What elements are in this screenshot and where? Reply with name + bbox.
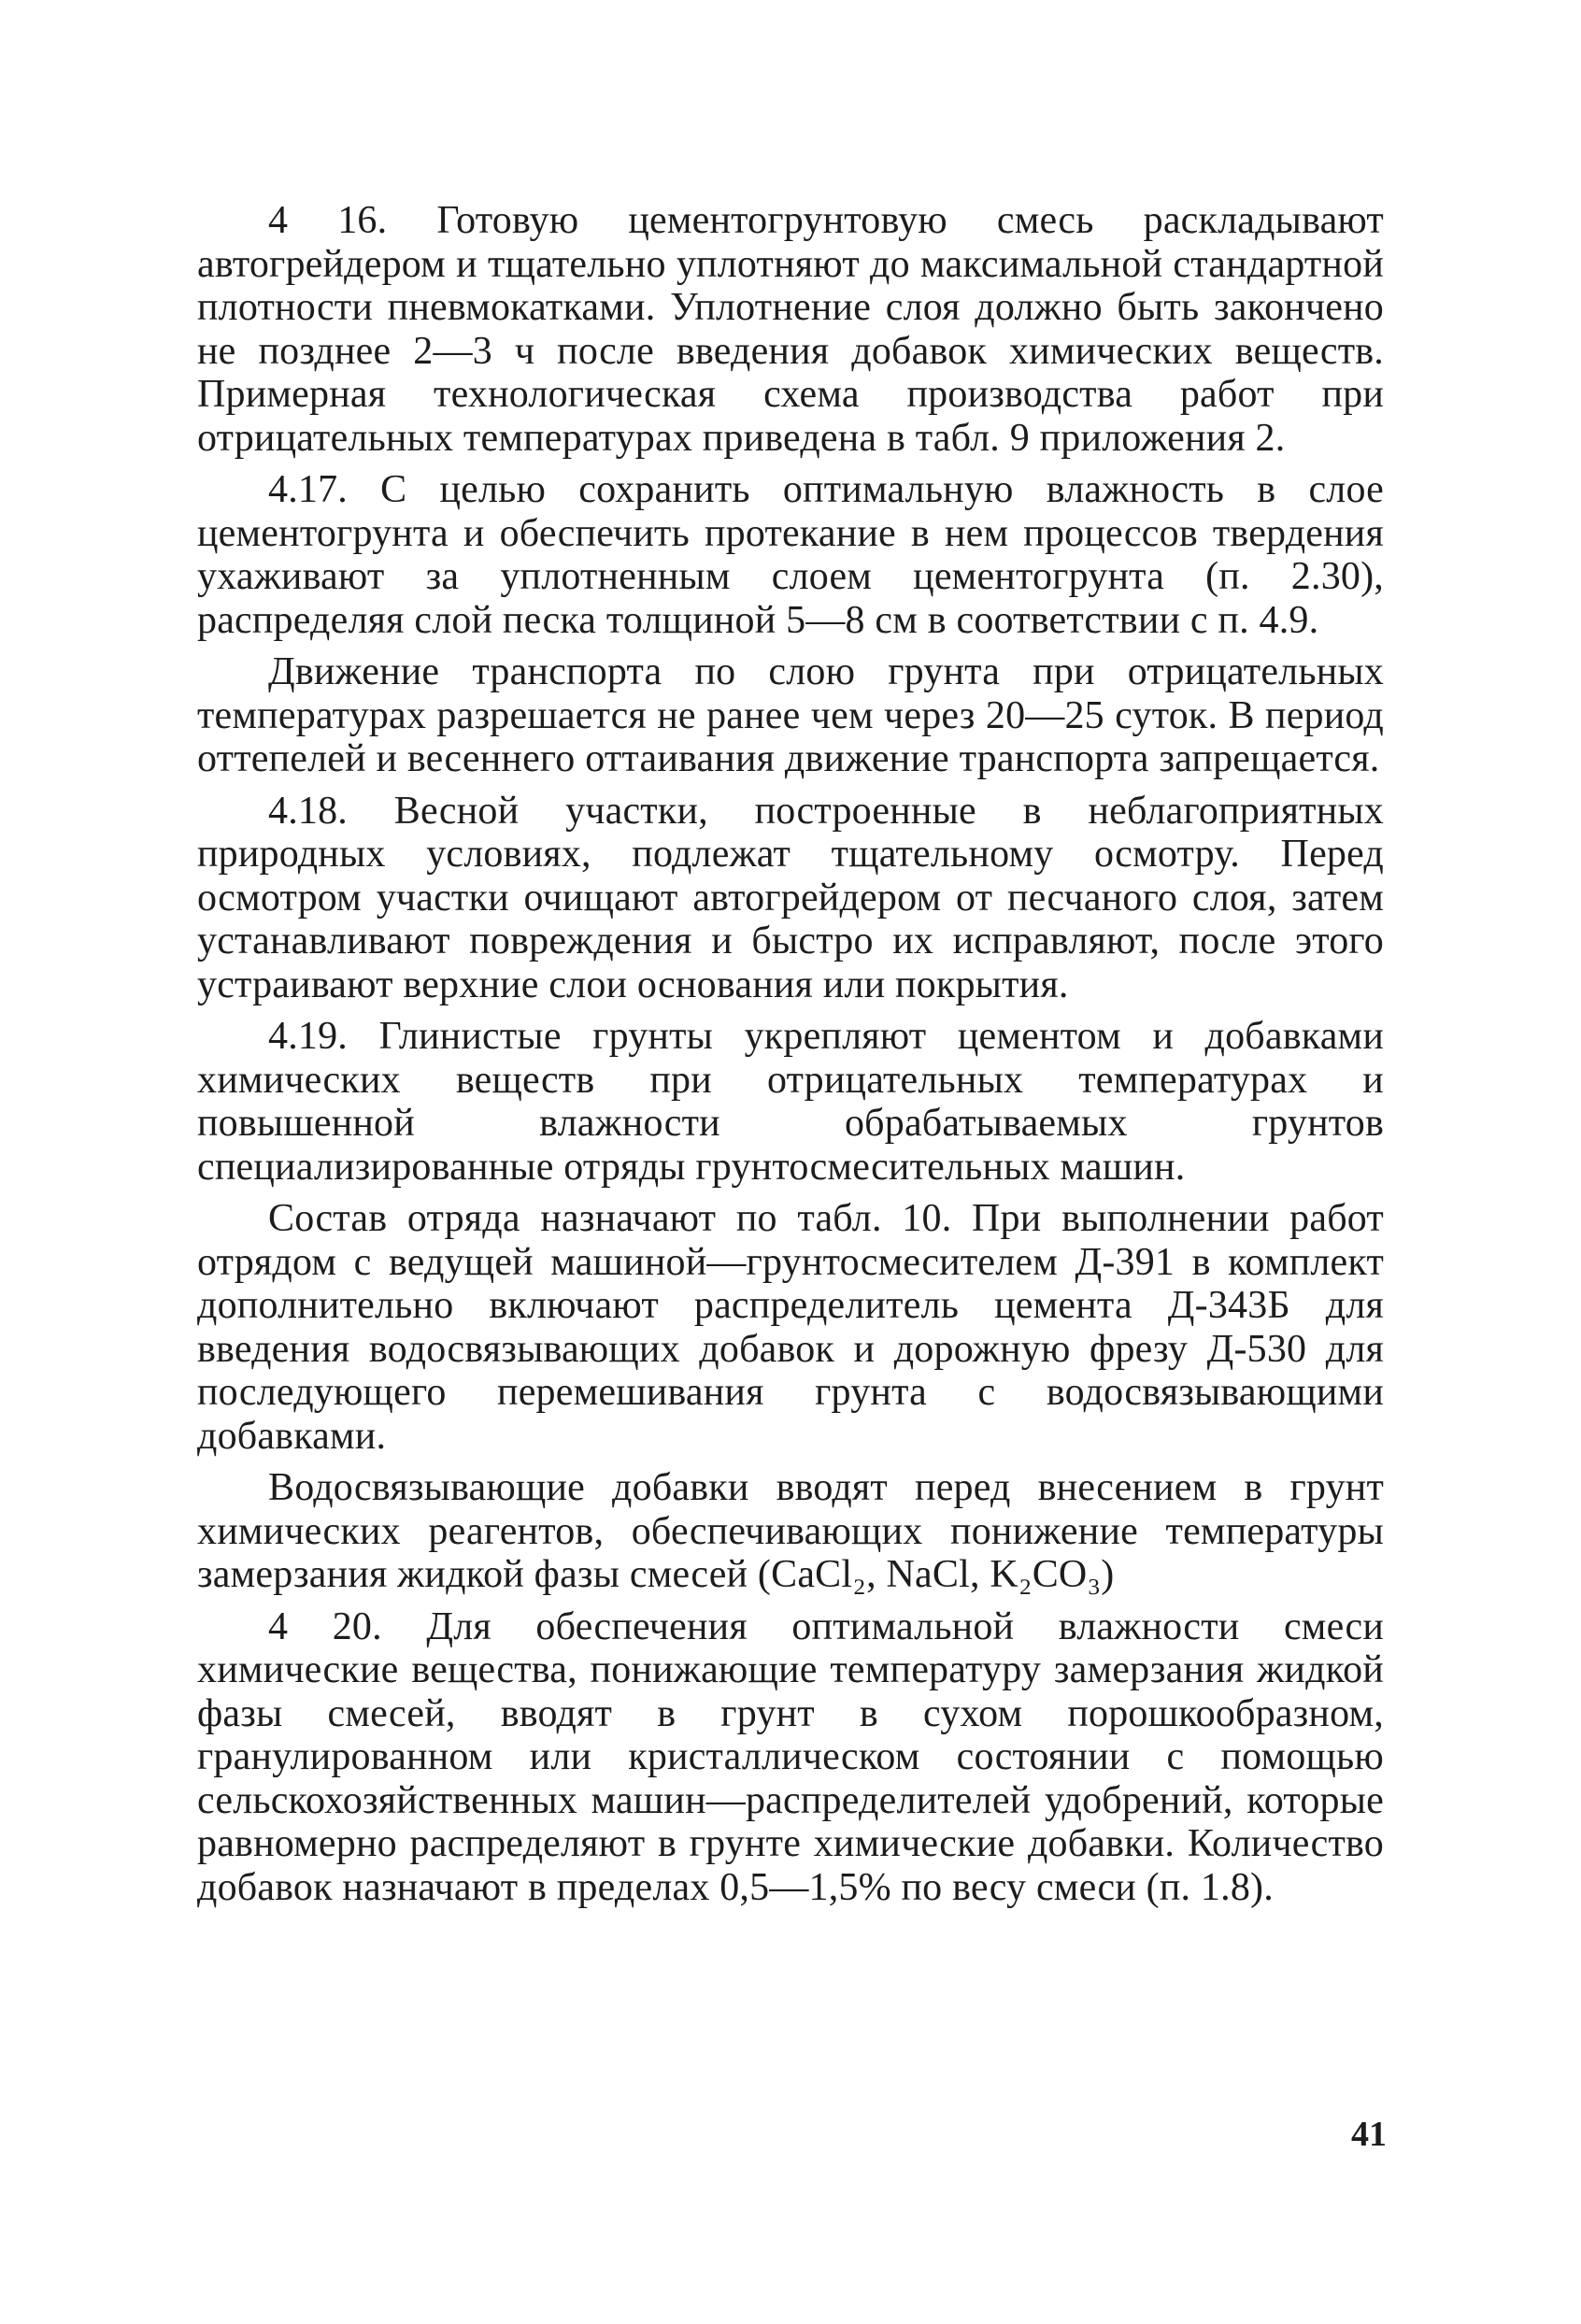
paragraph-4-19: 4.19. Глинистые грунты укрепляют цементом и добавками химических веществ при отрицательных температурах и повышенной влажности обрабатываемых грунтов специализированные отряды грунтосмесительных машин. [197,1015,1384,1189]
paragraph-4-18: 4.18. Весной участки, построенные в неблагоприятных природных условиях, подлежат тщательному осмотру. Перед осмотром участки очищают автогрейдером от песчаного слоя, затем устанавливают повреждения и быстро их исправляют, после этого устраивают верхние слои основания или покрытия. [197,789,1384,1006]
document-body [197,199,1384,1918]
page-number: 41 [1351,2115,1387,2154]
paragraph-4-20: 4 20. Для обеспечения оптимальной влажности смеси химические вещества, понижающие температуру замерзания жидкой фазы смесей, вводят в грунт в сухом порошкообразном, гранулированном или кристаллическом состоянии с помощью сельскохозяйственных машин—распределителей удобрений, которые равномерно распределяют в грунте химические добавки. Количество добавок назначают в пределах 0,5—1,5% по весу смеси (п. 1.8). [197,1604,1384,1909]
paragraph-water-binding-additives: Водосвязывающие добавки вводят перед внесением в грунт химических реагентов, обеспечивающих понижение температуры замерзания жидкой фазы смесей (CaCl₂, NaCl, K₂CO₃) [197,1466,1384,1596]
paragraph-team-composition: Состав отряда назначают по табл. 10. При выполнении работ отрядом с ведущей машиной—грунтосмесителем Д-391 в комплект дополнительно включают распределитель цемента Д-343Б для введения водосвязывающих добавок и дорожную фрезу Д-530 для последующего перемешивания грунта с водосвязывающими добавками. [197,1197,1384,1458]
paragraph-4-17: 4.17. С целью сохранить оптимальную влажность в слое цементогрунта и обеспечить протекание в нем процессов твердения ухаживают за уплотненным слоем цементогрунта (п. 2.30), распределяя слой песка толщиной 5—8 см в соответствии с п. 4.9. [197,468,1384,642]
paragraph-traffic-restriction: Движение транспорта по слою грунта при отрицательных температурах разрешается не ранее чем через 20—25 суток. В период оттепелей и весеннего оттаивания движение транспорта запрещается. [197,650,1384,780]
paragraph-4-16: 4 16. Готовую цементогрунтовую смесь раскладывают автогрейдером и тщательно уплотняют до максимальной стандартной плотности пневмокатками. Уплотнение слоя должно быть закончено не позднее 2—3 ч после введения добавок химических веществ. Примерная технологическая схема производства работ при отрицательных температурах приведена в табл. 9 приложения 2. [197,199,1384,460]
